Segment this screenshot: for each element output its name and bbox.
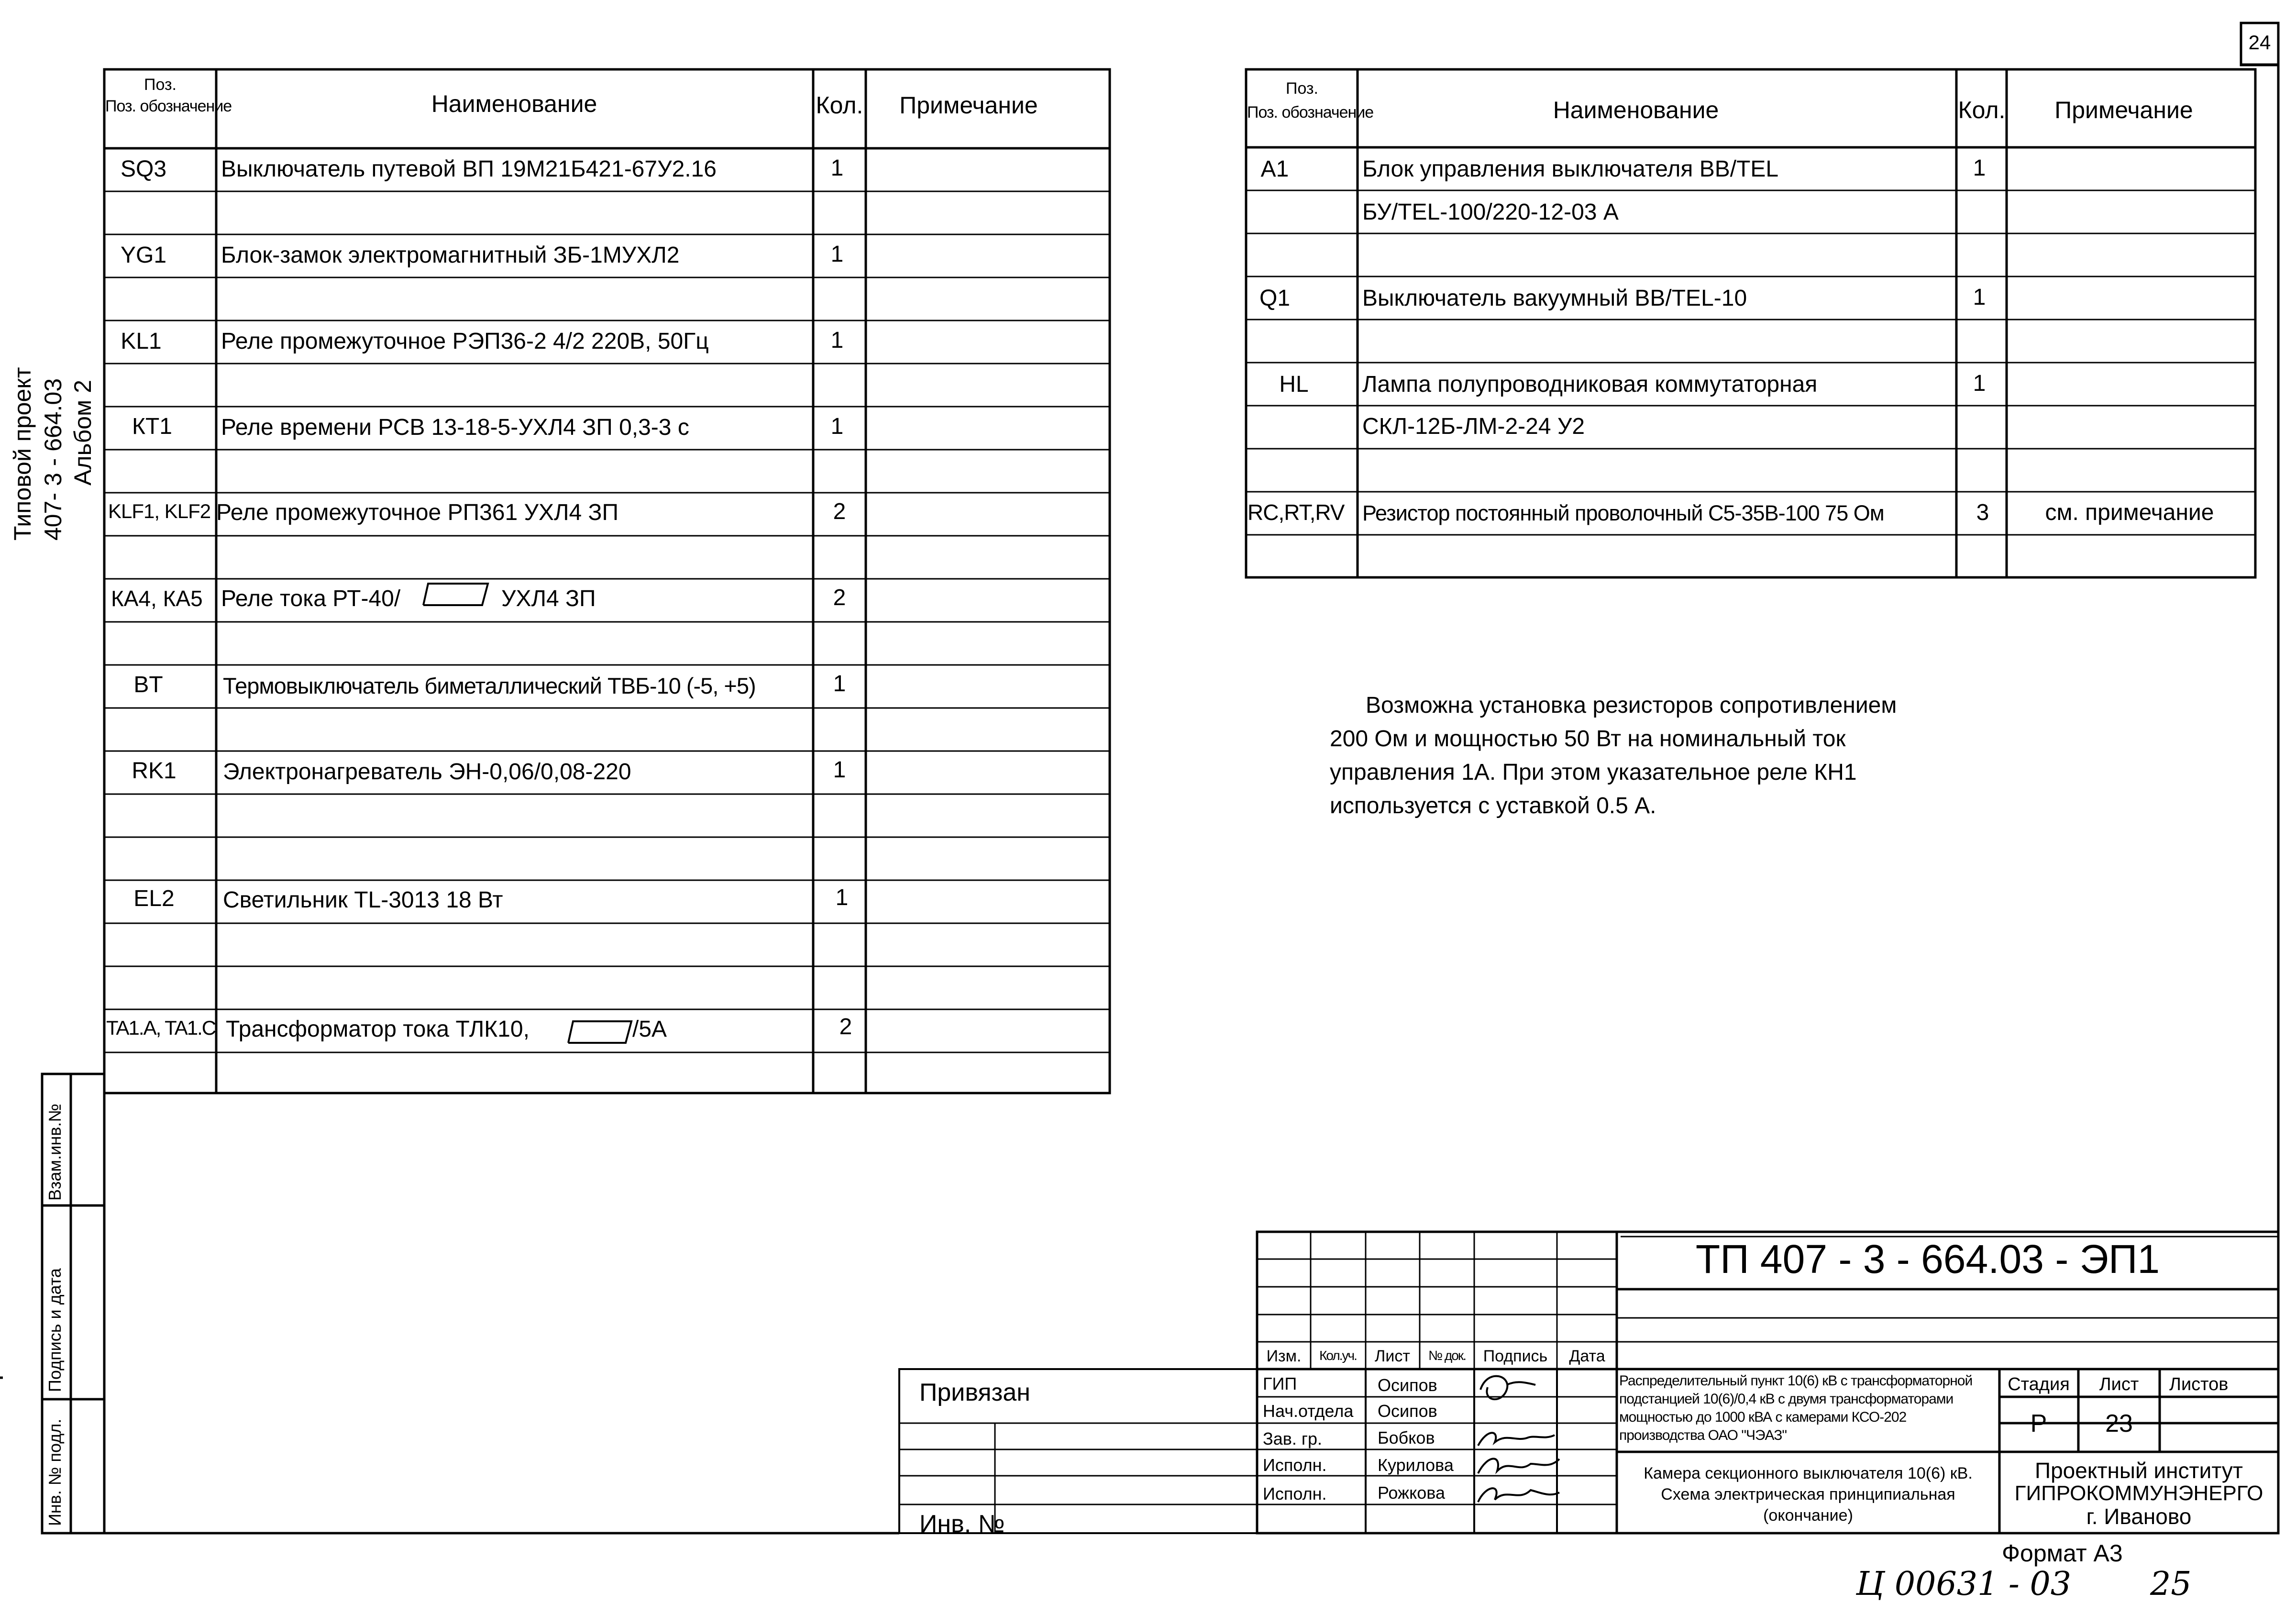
right-row-name: Блок управления выключателя BB/TEL [1362,156,1779,182]
project-desc-line: Распределительный пункт 10(6) кВ с трансформаторной [1619,1373,1973,1389]
right-row-pos: Q1 [1259,286,1291,311]
left-row-name-part2: УХЛ4 ЗП [501,586,596,611]
left-row-name-part1: Трансформатор тока ТЛК10, [226,1017,530,1042]
left-row-pos: KL1 [121,329,162,354]
col-header: Дата [1569,1347,1605,1365]
left-row-name-part2: /5А [632,1017,667,1042]
left-row-pos: EL2 [133,886,175,911]
left-row-qty: 1 [830,414,844,439]
left-row-pos: RK1 [132,758,177,784]
note-line: используется с уставкой 0.5 А. [1330,793,1656,818]
left-row-qty: 2 [833,499,846,524]
right-header-name: Наименование [1553,97,1719,123]
sheet-desc-line: Схема электрическая принципиальная [1661,1485,1955,1504]
sheet-desc-line: (окончание) [1763,1506,1853,1525]
note-line: 200 Ом и мощностью 50 Вт на номинальный ток [1330,726,1846,752]
left-row-pos: YG1 [120,243,167,268]
right-row-qty: 1 [1973,371,1986,396]
stage-label: Стадия [2008,1374,2070,1394]
right-row-note: см. примечание [2045,500,2214,525]
left-header-qty: Кол. [816,92,863,119]
project-description [1619,1372,1972,1445]
left-row-qty: 1 [830,242,844,267]
col-header: Кол.уч. [1319,1348,1357,1363]
sheet-label: Лист [2099,1374,2139,1394]
left-row-pos: BT [133,672,163,697]
right-row-name: Лампа полупроводниковая коммутаторная [1362,372,1818,397]
right-header-pos-1: Поз. [1286,79,1318,98]
project-desc-line: подстанцией 10(6)/0,4 кВ с двумя трансформаторами [1619,1391,1954,1407]
right-row-qty: 3 [1976,500,1989,525]
left-row-name: Выключатель путевой ВП 19М21Б421-67У2.16 [221,156,717,182]
left-row-pos: TA1.A, TA1.C [106,1017,216,1039]
sheet-description [1617,1463,1999,1526]
handwritten-page: 25 [2150,1565,2192,1603]
strip-inv-label: Инв. № подл. [45,1418,65,1526]
resistor-note [1330,689,1897,823]
left-row-name-part1: Реле тока РТ-40/ [221,586,401,611]
strip-podp-label: Подпись и дата [45,1268,65,1392]
person-name: Рожкова [1378,1483,1446,1503]
left-row-qty: 1 [833,757,846,783]
org-line: Проектный институт [2035,1458,2243,1483]
col-header: Изм. [1266,1347,1302,1365]
side-stamp-line2: 407- 3 - 664.03 [40,378,66,541]
left-row-name: Реле промежуточное РЭП36-2 4/2 220В, 50Гц [221,329,709,354]
left-row-qty: 1 [835,885,849,910]
org-line: г. Иваново [2086,1504,2192,1529]
person-role: ГИП [1263,1374,1297,1393]
handwritten-code: Ц 00631 - 03 [1856,1565,2071,1603]
right-row-qty: 1 [1973,285,1986,310]
right-row-name: СКЛ-12Б-ЛМ-2-24 У2 [1362,414,1585,439]
project-desc-line: производства ОАО "ЧЭАЗ" [1619,1427,1787,1443]
side-stamp-line1: Типовой проект [9,367,36,541]
right-header-pos: Поз. обозначение [1247,103,1374,122]
left-row-qty: 2 [839,1014,852,1039]
strip-zam-label: Взам.инв.№ [45,1103,65,1201]
right-row-qty: 1 [1973,155,1986,181]
col-header: Лист [1375,1347,1410,1365]
note-line: Возможна установка резисторов сопротивлением [1366,693,1897,718]
left-row-name: Реле времени РСВ 13-18-5-УХЛ4 ЗП 0,3-3 с [221,415,689,440]
left-row-name: Электронагреватель ЭН-0,06/0,08-220 [223,759,631,785]
signatures [1478,1376,1559,1502]
right-row-name: Выключатель вакуумный BB/TEL-10 [1362,286,1747,311]
person-role: Исполн. [1263,1484,1327,1504]
right-row-pos: HL [1279,372,1309,397]
person-name: Осипов [1378,1401,1437,1421]
sheet-value: 23 [2105,1410,2133,1437]
left-row-name: Светильник TL-3013 18 Вт [223,887,503,913]
person-name: Осипов [1378,1375,1437,1395]
left-header-note: Примечание [899,92,1038,119]
left-row-name: Реле промежуточное РП361 УХЛ4 ЗП [216,500,619,525]
stage-value: Р [2030,1410,2047,1437]
right-row-pos: RC,RT,RV [1247,500,1345,525]
left-header-name: Наименование [431,90,597,117]
organization [1999,1459,2278,1528]
org-line: ГИПРОКОММУНЭНЕРГО [2014,1481,2263,1505]
left-row-qty: 1 [830,155,844,181]
sheets-label: Листов [2169,1374,2229,1394]
left-row-pos: КТ1 [132,414,172,439]
privyazan-label: Привязан [919,1379,1031,1406]
note-line: управления 1А. При этом указательное реле КН1 [1330,760,1857,785]
left-row-qty: 1 [833,671,846,696]
sheet-number: 24 [2248,31,2271,54]
right-row-name: Резистор постоянный проволочный С5-35В-100 75 Ом [1362,501,1884,525]
right-row-pos: А1 [1260,156,1289,182]
left-header-pos-1: Поз. [144,76,177,94]
person-name: Курилова [1378,1455,1454,1475]
left-row-name: Блок-замок электромагнитный ЗБ-1МУХЛ2 [221,243,680,268]
left-row-pos: SQ3 [120,156,167,182]
left-row-qty: 2 [833,585,846,610]
person-role: Исполн. [1263,1455,1327,1475]
right-row-name: БУ/TEL-100/220-12-03 А [1362,199,1619,225]
privyazan-inv-label: Инв. № [919,1510,1005,1538]
col-header: № док. [1428,1348,1466,1363]
document-code: ТП 407 - 3 - 664.03 - ЭП1 [1695,1237,2160,1282]
person-name: Бобков [1378,1428,1435,1448]
sheet-desc-line: Камера секционного выключателя 10(6) кВ. [1644,1464,1973,1482]
left-row-qty: 1 [830,328,844,353]
left-row-pos: KLF1, KLF2 [108,500,211,522]
person-role: Нач.отдела [1263,1401,1354,1421]
col-header: Подпись [1483,1347,1548,1365]
side-stamp-line3: Альбом 2 [69,379,96,486]
project-desc-line: мощностью до 1000 кВА с камерами КСО-202 [1619,1409,1907,1425]
right-header-note: Примечание [2054,97,2193,123]
person-role: Зав. гр. [1263,1429,1323,1448]
right-header-qty: Кол. [1958,97,2006,123]
left-row-name: Термовыключатель биметаллический ТВБ-10 (-5, +5) [223,673,756,698]
left-row-pos: КА4, КА5 [111,586,203,611]
left-header-pos: Поз. обозначение [105,97,232,115]
format-label: Формат А3 [2002,1540,2123,1567]
